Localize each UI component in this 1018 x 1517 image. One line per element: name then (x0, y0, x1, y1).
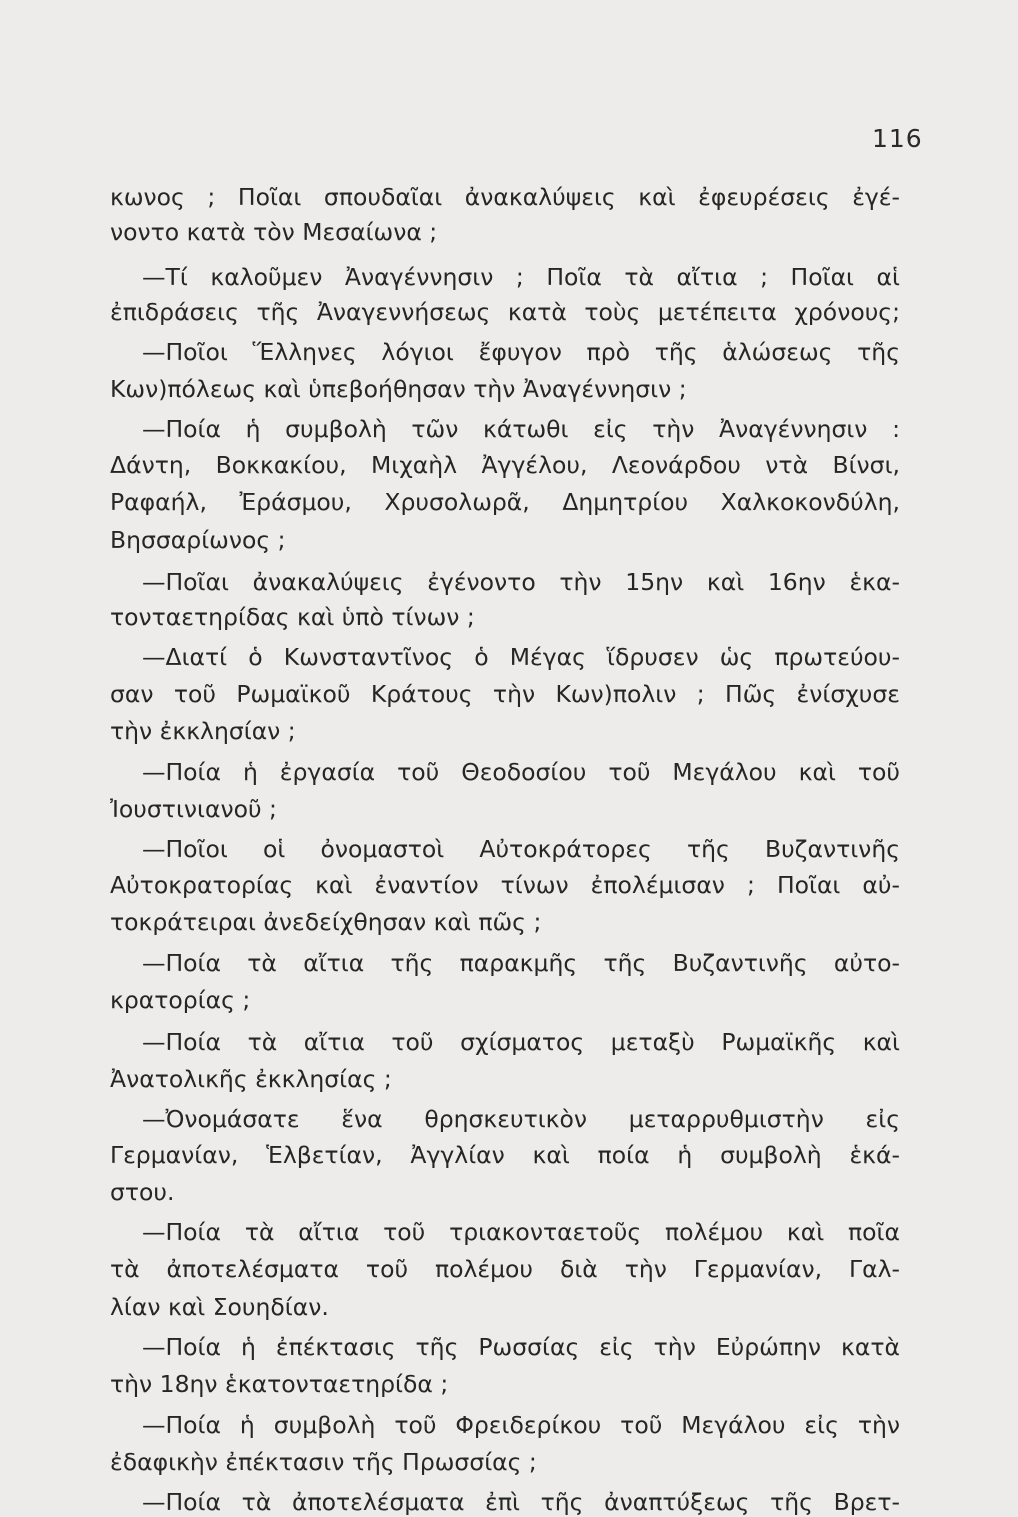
text-line: τονταετηρίδας καὶ ὑπὸ τίνων ; (110, 603, 475, 631)
text-line: —Ποία τὰ αἴτια τῆς παρακμῆς τῆς Βυζαντινῆς αὐτο- (142, 949, 900, 977)
page-number: 116 (872, 124, 923, 153)
text-line: τοκράτειραι ἀνεδείχθησαν καὶ πῶς ; (110, 908, 542, 936)
text-line: —Ποία τὰ ἀποτελέσματα ἐπὶ τῆς ἀναπτύξεως τῆς Βρετ- (142, 1488, 900, 1516)
text-line: τὰ ἀποτελέσματα τοῦ πολέμου διὰ τὴν Γερμανίαν, Γαλ- (110, 1255, 900, 1283)
text-line: —Τί καλοῦμεν Ἀναγέννησιν ; Ποῖα τὰ αἴτια ; Ποῖαι αἱ (142, 263, 900, 291)
text-line: —Ποία τὰ αἴτια τοῦ σχίσματος μεταξὺ Ρωμαϊκῆς καὶ (142, 1028, 900, 1056)
text-line: —Ποία τὰ αἴτια τοῦ τριακονταετοῦς πολέμου καὶ ποῖα (142, 1218, 900, 1246)
text-line: ἐπιδράσεις τῆς Ἀναγεννήσεως κατὰ τοὺς μετέπειτα χρόνους; (110, 298, 900, 326)
text-line: Γερμανίαν, Ἑλβετίαν, Ἀγγλίαν καὶ ποία ἡ συμβολὴ ἑκά- (110, 1141, 900, 1169)
text-line: στου. (110, 1178, 175, 1206)
text-line: λίαν καὶ Σουηδίαν. (110, 1293, 329, 1321)
text-line: κωνος ; Ποῖαι σπουδαῖαι ἀνακαλύψεις καὶ ἐφευρέσεις ἐγέ- (110, 183, 900, 211)
text-line: —Ποία ἡ ἐργασία τοῦ Θεοδοσίου τοῦ Μεγάλου καὶ τοῦ (142, 758, 900, 786)
text-line: σαν τοῦ Ρωμαϊκοῦ Κράτους τὴν Κων)πολιν ; Πῶς ἐνίσχυσε (110, 680, 900, 708)
text-line: Κων)πόλεως καὶ ὑπεβοήθησαν τὴν Ἀναγέννησιν ; (110, 375, 687, 403)
text-line: Ἰουστινιανοῦ ; (110, 795, 277, 823)
text-line: κρατορίας ; (110, 986, 251, 1014)
text-line: τὴν ἐκκλησίαν ; (110, 717, 296, 745)
text-line: Αὐτοκρατορίας καὶ ἐναντίον τίνων ἐπολέμισαν ; Ποῖαι αὐ- (110, 871, 900, 899)
text-line: —Διατί ὁ Κωνσταντῖνος ὁ Μέγας ἵδρυσεν ὡς πρωτεύου- (142, 643, 900, 671)
text-line: —Ποία ἡ συμβολὴ τοῦ Φρειδερίκου τοῦ Μεγάλου εἰς τὴν (142, 1411, 900, 1439)
text-line: —Ὀνομάσατε ἕνα θρησκευτικὸν μεταρρυθμιστὴν εἰς (142, 1105, 900, 1133)
text-line: τὴν 18ην ἑκατονταετηρίδα ; (110, 1370, 449, 1398)
text-line: —Ποία ἡ συμβολὴ τῶν κάτωθι εἰς τὴν Ἀναγέννησιν : (142, 415, 900, 443)
text-line: —Ποῖοι Ἕλληνες λόγιοι ἔφυγον πρὸ τῆς ἁλώσεως τῆς (142, 338, 900, 366)
text-line: Ἀνατολικῆς ἐκκλησίας ; (110, 1065, 392, 1093)
text-line: Βησσαρίωνος ; (110, 526, 286, 554)
text-line: —Ποῖοι οἱ ὀνομαστοὶ Αὐτοκράτορες τῆς Βυζαντινῆς (142, 835, 900, 863)
text-line: νοντο κατὰ τὸν Μεσαίωνα ; (110, 218, 438, 246)
text-line: Ραφαήλ, Ἐράσμου, Χρυσολωρᾶ, Δημητρίου Χαλκοκονδύλη, (110, 488, 900, 516)
text-line: ἐδαφικὴν ἐπέκτασιν τῆς Πρωσσίας ; (110, 1448, 537, 1476)
text-line: —Ποία ἡ ἐπέκτασις τῆς Ρωσσίας εἰς τὴν Εὐρώπην κατὰ (142, 1333, 900, 1361)
text-line: Δάντη, Βοκκακίου, Μιχαὴλ Ἀγγέλου, Λεονάρδου ντὰ Βίνσι, (110, 451, 900, 479)
text-line: —Ποῖαι ἀνακαλύψεις ἐγένοντο τὴν 15ην καὶ 16ην ἑκα- (142, 568, 900, 596)
